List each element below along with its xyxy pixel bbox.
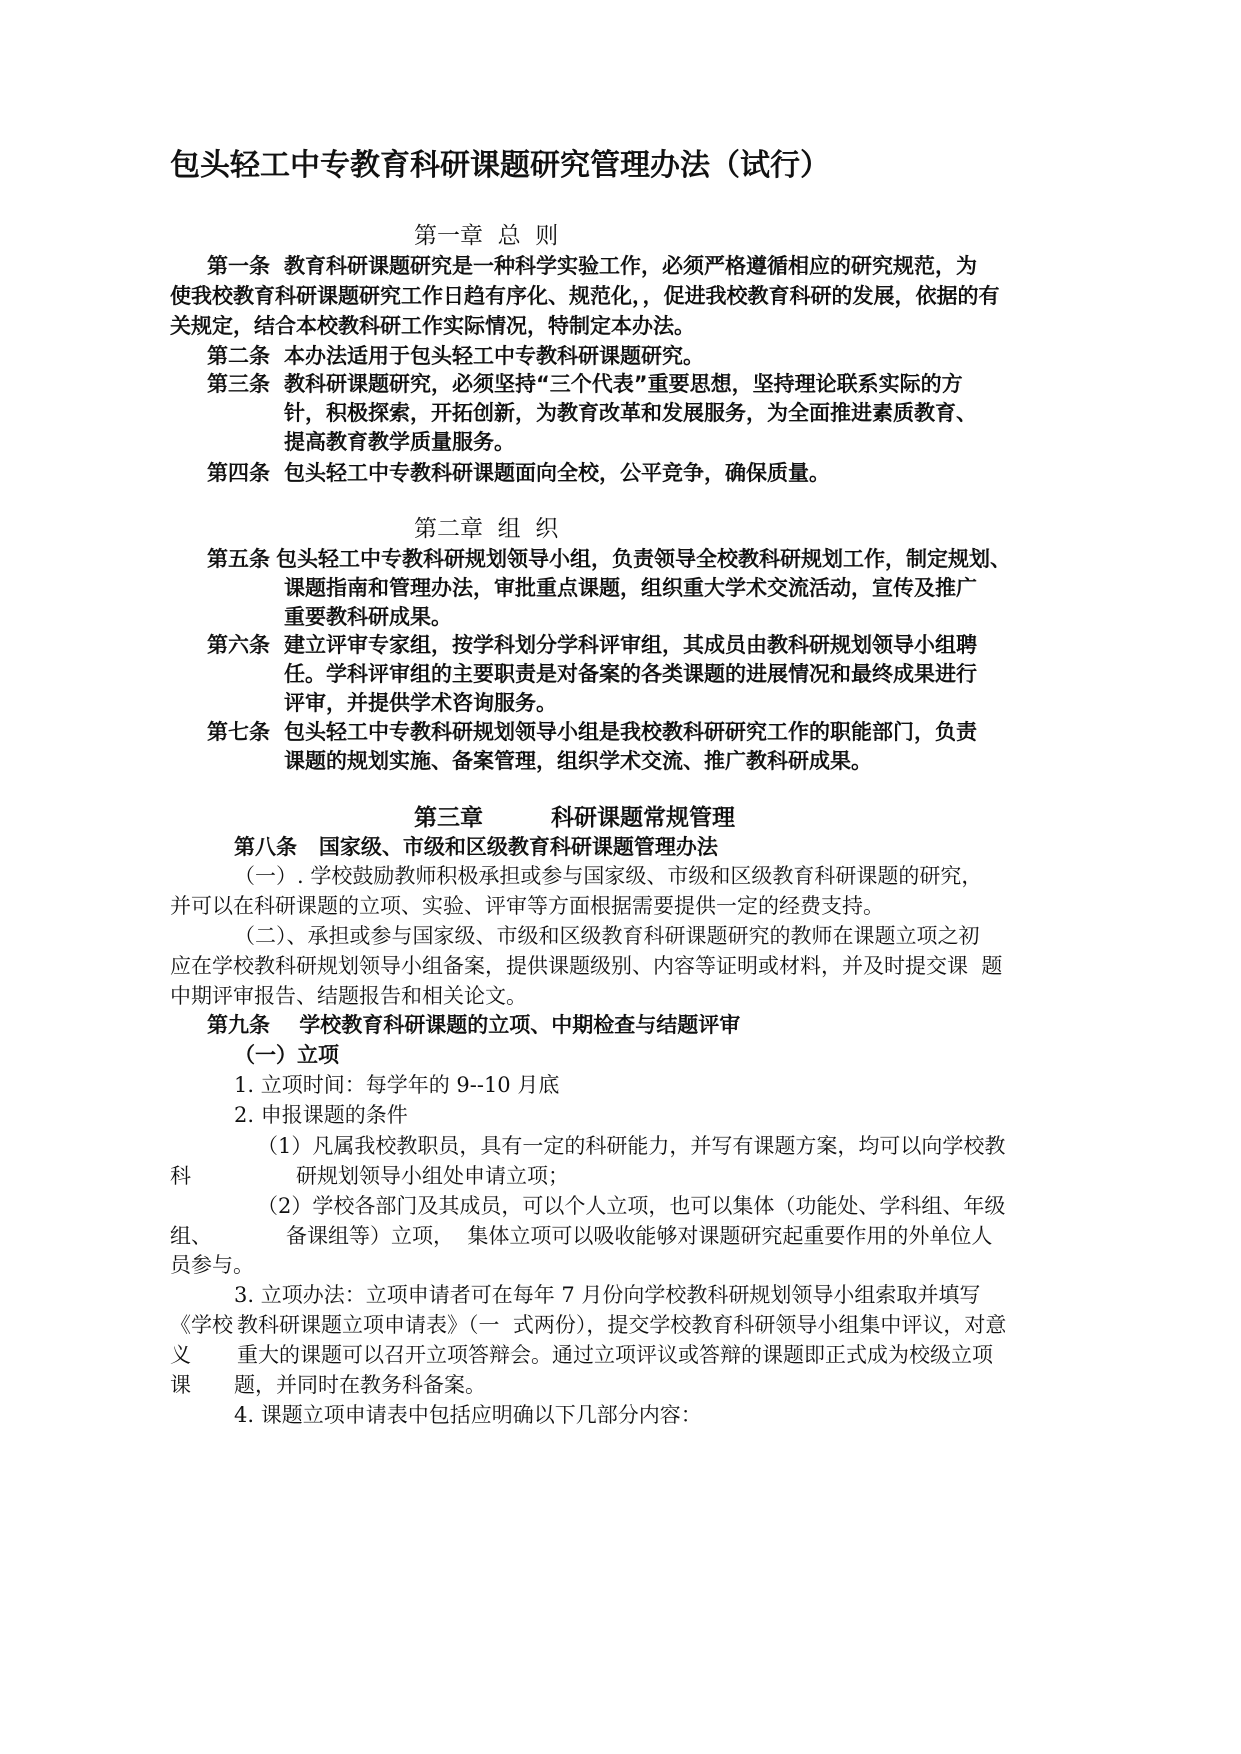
article-7-label: 第七条 — [207, 720, 270, 744]
item-3: 3. 立项办法：立项申请者可在每年 7 月份向学校教科研规划领导小组索取并填写 — [234, 1283, 981, 1307]
article-1-line: 关规定，结合本校教科研工作实际情况，特制定本办法。 — [170, 314, 695, 338]
article-2-label: 第二条 — [207, 344, 270, 368]
article-4-line: 包头轻工中专教科研课题面向全校，公平竞争，确保质量。 — [284, 461, 830, 485]
article-8-paragraph-1: （一）. 学校鼓励教师积极承担或参与国家级、市级和区级教育科研课题的研究， — [234, 864, 983, 888]
article-6-line: 任。学科评审组的主要职责是对备案的各类课题的进展情况和最终成果进行 — [284, 662, 977, 686]
section-establishment-heading: （一）立项 — [234, 1043, 339, 1067]
article-1-line: 教育科研课题研究是一种科学实验工作，必须严格遵循相应的研究规范，为 — [284, 254, 977, 278]
condition-1: 科 — [170, 1164, 191, 1188]
condition-2: 备课组等）立项， 集体立项可以吸收能够对课题研究起重要作用的外单位人 — [286, 1224, 993, 1248]
article-7-line: 课题的规划实施、备案管理，组织学术交流、推广教科研成果。 — [284, 749, 872, 773]
article-5-label: 第五条 — [207, 547, 270, 571]
chapter-1-heading: 第一章 总 则 — [414, 223, 559, 249]
article-5-line: 包头轻工中专教科研规划领导小组，负责领导全校教科研规划工作，制定规划、 — [276, 547, 1011, 571]
condition-2: （2）学校各部门及其成员，可以个人立项，也可以集体（功能处、学科组、年级 — [257, 1194, 1006, 1218]
item-2: 2. 申报课题的条件 — [234, 1103, 408, 1127]
article-3-line: 教科研课题研究，必须坚持“三个代表”重要思想，坚持理论联系实际的方 — [284, 372, 963, 396]
item-3: 义 — [170, 1343, 191, 1367]
article-6-line: 评审，并提供学术咨询服务。 — [284, 691, 557, 715]
document-title: 包头轻工中专教育科研课题研究管理办法（试行） — [170, 148, 830, 183]
article-3-line: 提高教育教学质量服务。 — [284, 430, 515, 454]
item-4: 4. 课题立项申请表中包括应明确以下几部分内容： — [234, 1403, 702, 1427]
article-5-line: 课题指南和管理办法，审批重点课题，组织重大学术交流活动，宣传及推广 — [284, 576, 977, 600]
condition-2: 组、 — [170, 1224, 212, 1248]
article-6-label: 第六条 — [207, 633, 270, 657]
condition-1: 研规划领导小组处申请立项； — [296, 1164, 569, 1188]
article-3-label: 第三条 — [207, 372, 270, 396]
chapter-2-heading: 第二章 组 织 — [414, 516, 559, 542]
item-3: 课 — [170, 1373, 191, 1397]
item-3: 重大的课题可以召开立项答辩会。通过立项评议或答辩的课题即正式成为校级立项 — [237, 1343, 993, 1367]
item-3: 题，并同时在教务科备案。 — [234, 1373, 486, 1397]
article-1-label: 第一条 — [207, 254, 270, 278]
condition-1: （1）凡属我校教职员，具有一定的科研能力，并写有课题方案，均可以向学校教 — [257, 1134, 1006, 1158]
article-6-line: 建立评审专家组，按学科划分学科评审组，其成员由教科研规划领导小组聘 — [284, 633, 977, 657]
article-7-line: 包头轻工中专教科研规划领导小组是我校教科研研究工作的职能部门，负责 — [284, 720, 977, 744]
article-2-line: 本办法适用于包头轻工中专教科研课题研究。 — [284, 344, 704, 368]
article-8-paragraph-2: 中期评审报告、结题报告和相关论文。 — [170, 984, 527, 1008]
chapter-3-title: 科研课题常规管理 — [551, 805, 735, 831]
article-8-paragraph-2: （二）、承担或参与国家级、市级和区级教育科研课题研究的教师在课题立项之初 — [234, 924, 980, 948]
condition-2: 员参与。 — [170, 1253, 254, 1277]
item-1: 1. 立项时间：每学年的 9--10 月底 — [234, 1073, 560, 1097]
article-5-line: 重要教科研成果。 — [284, 605, 452, 629]
chapter-3-number: 第三章 — [414, 805, 483, 831]
article-8-heading: 第八条 国家级、市级和区级教育科研课题管理办法 — [234, 835, 718, 859]
item-3: 教科研课题立项申请表》（一 式两份），提交学校教育科研领导小组集中评议，对意 — [237, 1313, 1007, 1337]
article-9-heading: 第九条 学校教育科研课题的立项、中期检查与结题评审 — [207, 1013, 741, 1037]
article-8-paragraph-1: 并可以在科研课题的立项、实验、评审等方面根据需要提供一定的经费支持。 — [170, 894, 884, 918]
article-4-label: 第四条 — [207, 461, 270, 485]
article-8-paragraph-2: 应在学校教科研规划领导小组备案，提供课题级别、内容等证明或材料，并及时提交课 题 — [170, 954, 1003, 978]
item-3: 《学校 — [170, 1313, 233, 1337]
article-3-line: 针，积极探索，开拓创新，为教育改革和发展服务，为全面推进素质教育、 — [284, 401, 977, 425]
article-1-line: 使我校教育科研课题研究工作日趋有序化、规范化，，促进我校教育科研的发展，依据的有 — [170, 284, 1000, 308]
